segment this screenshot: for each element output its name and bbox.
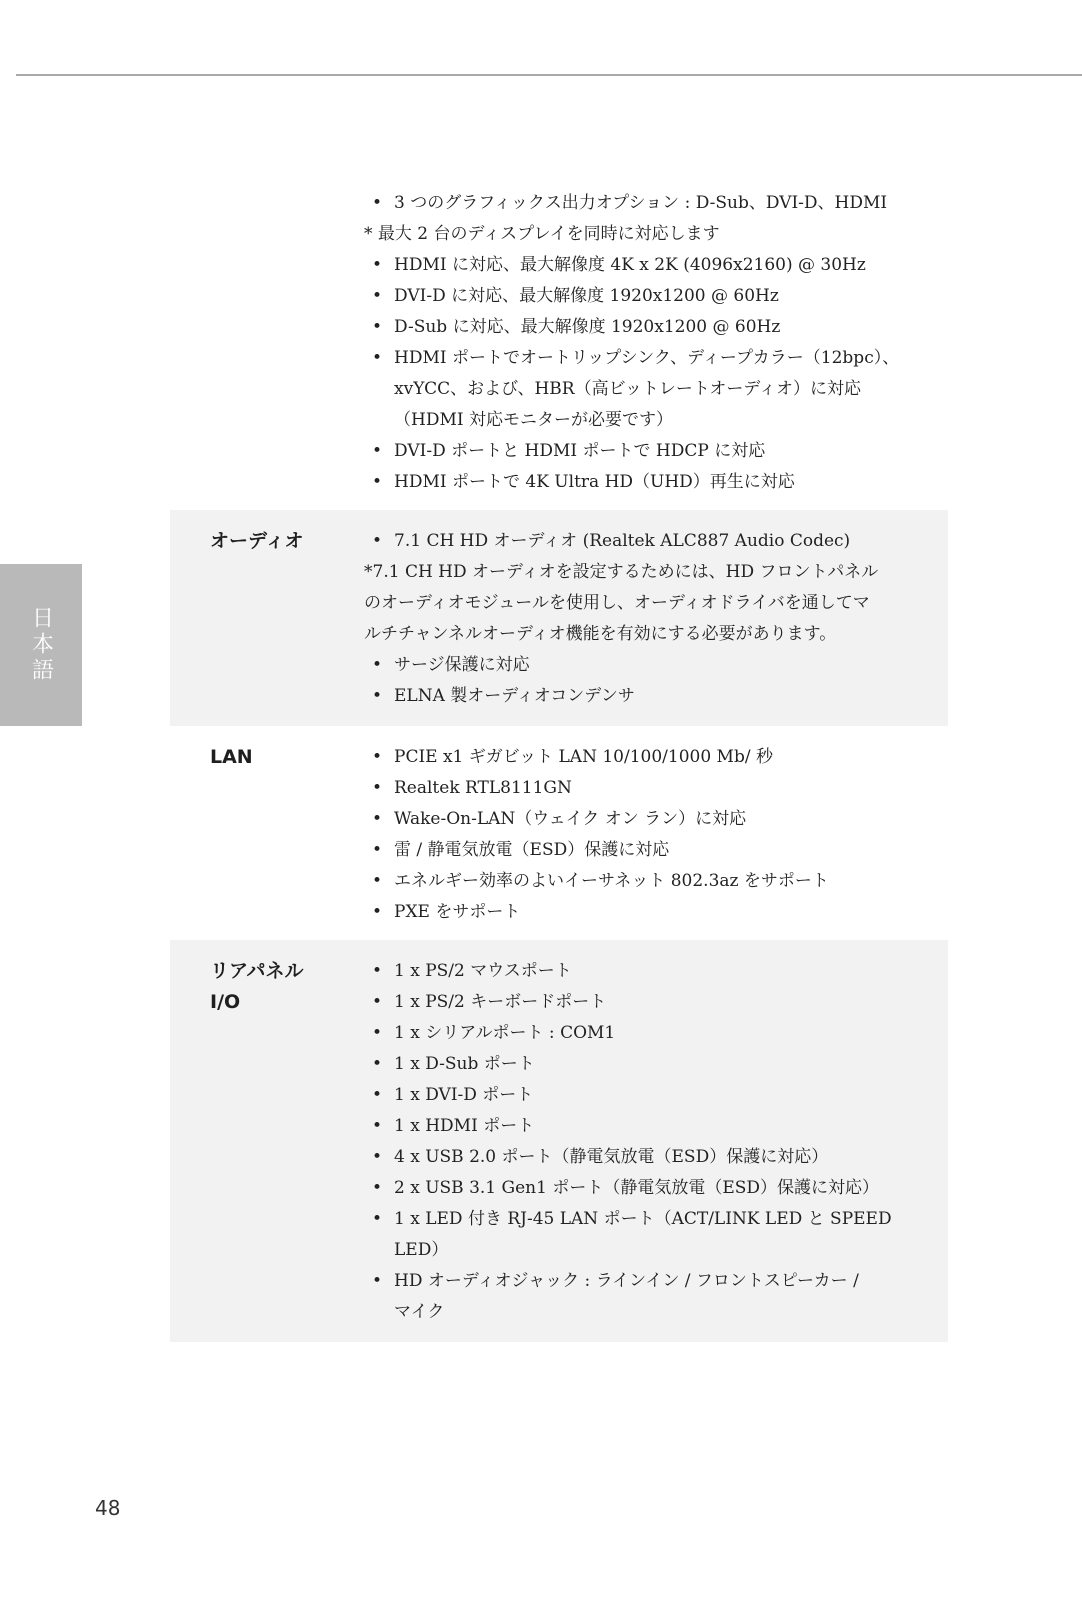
language-tab-label: 日本語 [28, 606, 54, 684]
lan-label: LAN [210, 746, 253, 768]
audio-items [364, 526, 934, 712]
item-text: 7.1 CH HD オーディオ (Realtek ALC887 Audio Codec) [394, 531, 851, 551]
list-item [364, 742, 934, 773]
list-item [364, 1204, 934, 1235]
item-text: 1 x シリアルポート : COM1 [394, 1023, 616, 1043]
item-text: DVI-D に対応、最大解像度 1920x1200 @ 60Hz [394, 286, 779, 306]
lan-section [170, 726, 948, 940]
rear-io-label-line2: I/O [210, 991, 241, 1013]
item-text: 1 x DVI-D ポート [394, 1085, 534, 1105]
list-item [364, 1142, 934, 1173]
item-text: PXE をサポート [394, 902, 521, 922]
item-text: ルチチャンネルオーディオ機能を有効にする必要があります。 [364, 624, 837, 644]
list-item [364, 374, 934, 405]
graphics-items [364, 188, 934, 498]
list-item [364, 281, 934, 312]
list-item [364, 1080, 934, 1111]
item-text: 2 x USB 3.1 Gen1 ポート（静電気放電（ESD）保護に対応） [394, 1178, 880, 1198]
list-item [364, 1111, 934, 1142]
item-text: *7.1 CH HD オーディオを設定するためには、HD フロントパネル [364, 562, 879, 582]
item-text: D-Sub に対応、最大解像度 1920x1200 @ 60Hz [394, 317, 781, 337]
list-item [364, 219, 934, 250]
rear-io-items [364, 956, 934, 1328]
item-text: 1 x PS/2 キーボードポート [394, 992, 607, 1012]
item-text: マイク [394, 1302, 445, 1322]
section-label [210, 956, 303, 1018]
audio-section [170, 510, 948, 726]
list-item [364, 866, 934, 897]
section-label [210, 526, 303, 557]
item-text: エネルギー効率のよいイーサネット 802.3az をサポート [394, 871, 829, 891]
audio-label: オーディオ [210, 530, 304, 552]
list-item [364, 467, 934, 498]
item-text: 雷 / 静電気放電（ESD）保護に対応 [394, 840, 670, 860]
item-text: DVI-D ポートと HDMI ポートで HDCP に対応 [394, 441, 766, 461]
item-text: 4 x USB 2.0 ポート（静電気放電（ESD）保護に対応） [394, 1147, 829, 1167]
list-item [364, 681, 934, 712]
list-item [364, 250, 934, 281]
item-text: HDMI に対応、最大解像度 4K x 2K (4096x2160) @ 30Hz [394, 255, 866, 275]
item-text: PCIE x1 ギガビット LAN 10/100/1000 Mb/ 秒 [394, 747, 773, 767]
list-item [364, 1049, 934, 1080]
list-item [364, 1235, 934, 1266]
list-item [364, 650, 934, 681]
item-text: 3 つのグラフィックス出力オプション : D-Sub、DVI-D、HDMI [394, 193, 888, 213]
item-text: LED） [394, 1240, 449, 1260]
lan-items [364, 742, 934, 928]
item-text: HD オーディオジャック : ラインイン / フロントスピーカー / [394, 1271, 859, 1291]
item-text: サージ保護に対応 [394, 655, 530, 675]
list-item [364, 1173, 934, 1204]
list-item [364, 1018, 934, 1049]
list-item [364, 956, 934, 987]
top-rule [16, 74, 1082, 76]
list-item [364, 588, 934, 619]
list-item [364, 1266, 934, 1297]
item-text: 1 x LED 付き RJ-45 LAN ポート（ACT/LINK LED と SPEED [394, 1209, 892, 1229]
list-item [364, 835, 934, 866]
item-text: Realtek RTL8111GN [394, 778, 572, 798]
list-item [364, 1297, 934, 1328]
rear-io-label-line1: リアパネル [210, 960, 304, 982]
item-text: のオーディオモジュールを使用し、オーディオドライバを通してマ [364, 593, 870, 613]
list-item [364, 526, 934, 557]
rear-io-section [170, 940, 948, 1342]
item-text: xvYCC、および、HBR（高ビットレートオーディオ）に対応 [394, 379, 862, 399]
item-text: 1 x D-Sub ポート [394, 1054, 535, 1074]
graphics-section [170, 188, 948, 510]
list-item [364, 405, 934, 436]
list-item [364, 312, 934, 343]
item-text: * 最大 2 台のディスプレイを同時に対応します [364, 224, 720, 244]
list-item [364, 557, 934, 588]
section-label [210, 742, 253, 773]
list-item [364, 343, 934, 374]
language-tab [0, 564, 82, 726]
list-item [364, 773, 934, 804]
item-text: Wake-On-LAN（ウェイク オン ラン）に対応 [394, 809, 747, 829]
list-item [364, 804, 934, 835]
item-text: HDMI ポートでオートリップシンク、ディープカラー（12bpc）、 [394, 348, 900, 368]
list-item [364, 436, 934, 467]
list-item [364, 897, 934, 928]
item-text: 1 x HDMI ポート [394, 1116, 535, 1136]
item-text: HDMI ポートで 4K Ultra HD（UHD）再生に対応 [394, 472, 795, 492]
page-number: 48 [95, 1496, 121, 1520]
list-item [364, 987, 934, 1018]
item-text: 1 x PS/2 マウスポート [394, 961, 572, 981]
list-item [364, 619, 934, 650]
list-item [364, 188, 934, 219]
item-text: （HDMI 対応モニターが必要です） [394, 410, 673, 430]
item-text: ELNA 製オーディオコンデンサ [394, 686, 635, 706]
